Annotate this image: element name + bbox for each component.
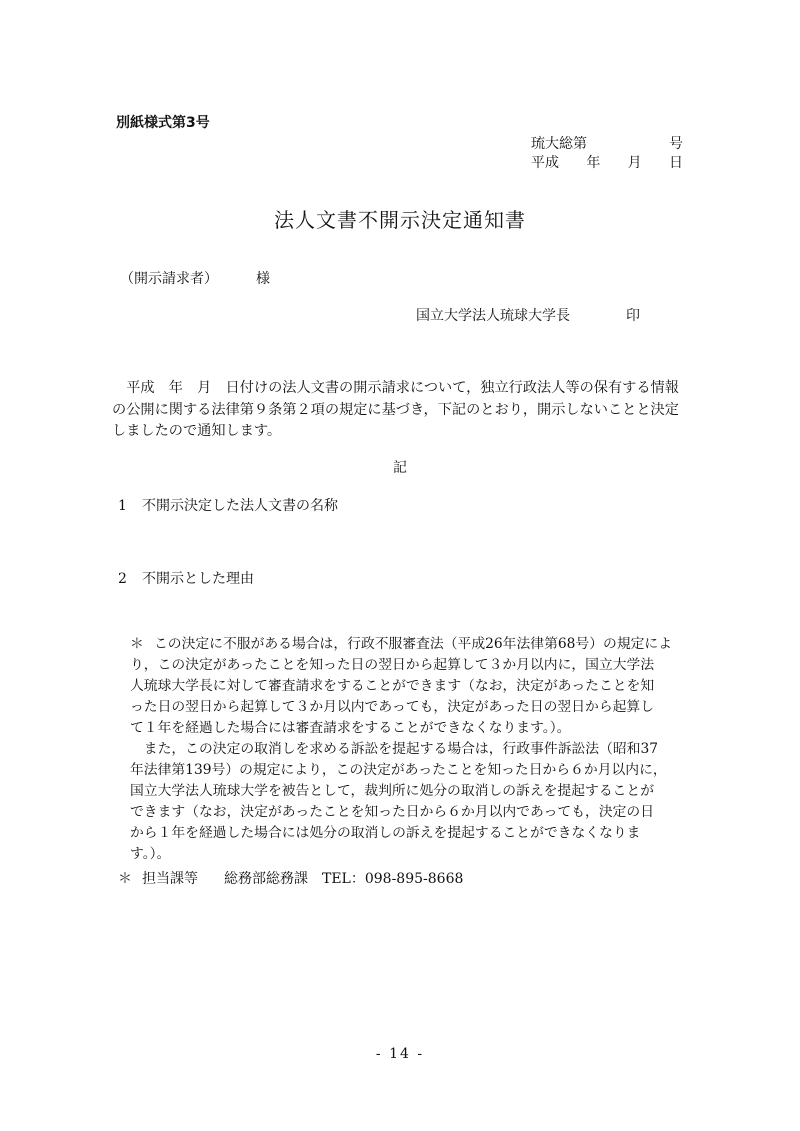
contact-label: 担当課等 [142, 871, 198, 887]
addressee-name: （開示請求者） [120, 271, 218, 287]
note-line: 国立大学法人琉球大学を被告として，裁判所に処分の取消しの訴えを提起することが [130, 783, 655, 799]
note-line: ＊ この決定に不服がある場合は，行政不服審査法（平成26年法律第68号）の規定によ [130, 634, 700, 655]
note-line: できます（なお，決定があったことを知った日から６か月以内であっても，決定の日 [130, 804, 655, 820]
contact-department: 総務部総務課 [224, 871, 308, 887]
reference-prefix: 琉大総第 [531, 136, 587, 152]
note-line: 年法律第139号）の規定により，この決定があったことを知った日から６か月以内に， [130, 762, 667, 778]
addressee [120, 268, 270, 288]
note-line: また，この決定の取消しを求める訴訟を提起する場合は，行政事件訴訟法（昭和37 [130, 741, 659, 757]
seal-mark: 印 [626, 308, 640, 324]
body-line: しましたので通知します。 [112, 423, 282, 439]
item-number: 2 [118, 571, 127, 587]
document-title: 法人文書不開示決定通知書 [274, 208, 526, 232]
body-paragraph [112, 378, 692, 443]
date-era: 平成 [531, 155, 559, 171]
date-month: 月 [627, 155, 642, 171]
body-line: 平成 年 月 日付けの法人文書の開示請求について，独立行政法人等の保有する情報 [112, 380, 679, 396]
item-number: 1 [118, 498, 127, 514]
item-label: 不開示決定した法人文書の名称 [142, 498, 338, 514]
ki-heading: 記 [393, 460, 407, 476]
item-label: 不開示とした理由 [142, 571, 254, 587]
note-line: す。）。 [130, 846, 171, 862]
asterisk-mark: ＊ [118, 871, 132, 887]
contact-info [118, 868, 463, 888]
body-line: の公開に関する法律第９条第２項の規定に基づき，下記のとおり，開示しないことと決定 [112, 401, 679, 418]
reference-suffix: 号 [669, 136, 683, 152]
reference-number [531, 133, 683, 152]
note-line: から１年を経過した場合には処分の取消しの訴えを提起することができなくなりま [130, 825, 641, 841]
item-document-name [118, 495, 338, 515]
date-year: 年 [586, 155, 601, 171]
sender [416, 305, 640, 325]
appeal-notes [130, 634, 700, 865]
sender-name: 国立大学法人琉球大学長 [416, 308, 570, 324]
page-number: - 14 - [375, 1046, 425, 1062]
contact-phone: TEL：098-895-8668 [322, 871, 464, 887]
note-line: った日の翌日から起算して３か月以内であっても，決定があった日の翌日から起算し [130, 699, 655, 715]
asterisk-mark: ＊ [130, 636, 144, 652]
note-line: り，この決定があったことを知った日の翌日から起算して３か月以内に，国立大学法 [130, 657, 655, 673]
addressee-honorific: 様 [256, 271, 270, 287]
form-number: 別紙様式第3号 [116, 115, 210, 131]
note-line: て１年を経過した場合には審査請求をすることができなくなります。）。 [130, 720, 571, 736]
date-day: 日 [668, 155, 683, 171]
note-line: 人琉球大学長に対して審査請求をすることができます（なお，決定があったことを知 [130, 678, 655, 694]
item-reason [118, 568, 254, 588]
issue-date [531, 152, 683, 172]
